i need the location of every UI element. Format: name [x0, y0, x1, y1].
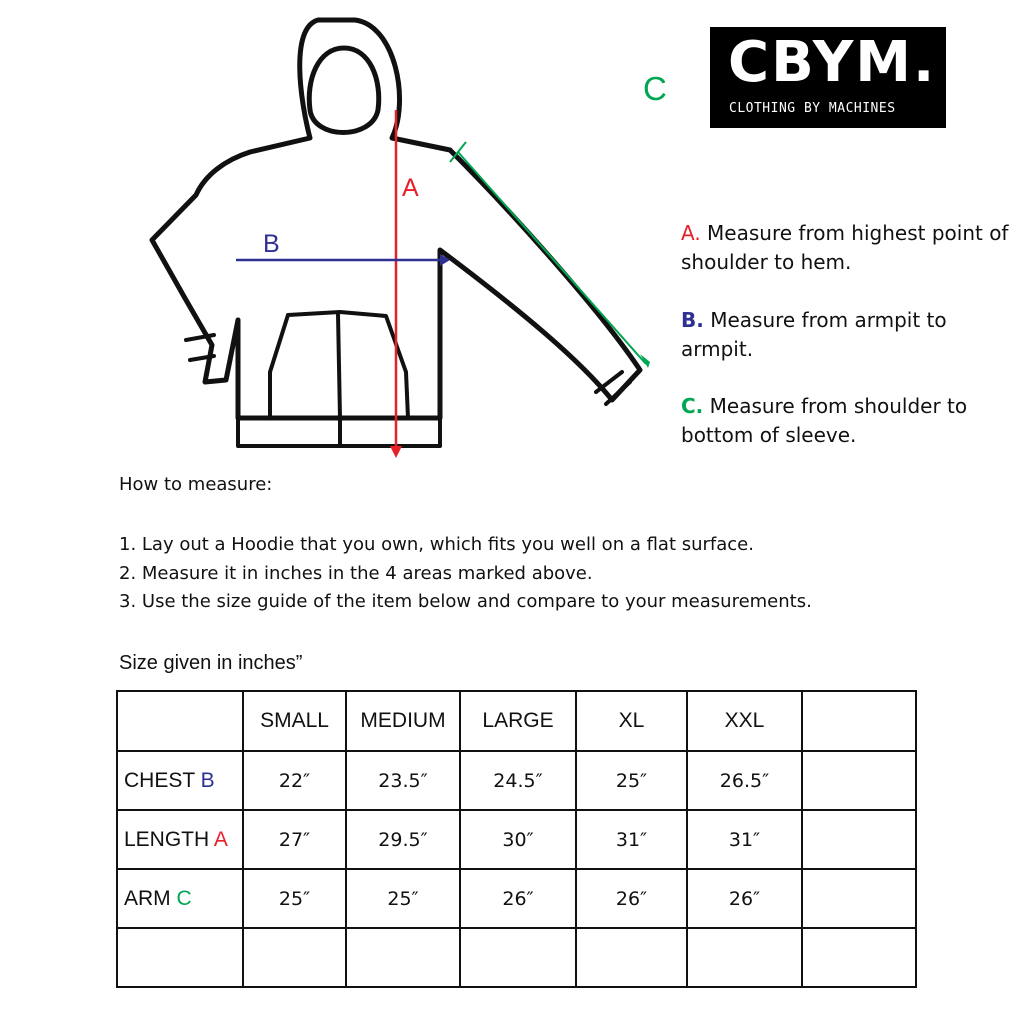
row-label: [117, 928, 243, 987]
how-to-step: 2. Measure it in inches in the 4 areas marked above.: [119, 562, 593, 584]
table-cell: 25″: [576, 751, 687, 810]
table-row: [117, 751, 916, 810]
header-cell: LARGE: [460, 691, 576, 751]
table-cell: 24.5″: [460, 751, 576, 810]
table-cell: [687, 928, 802, 987]
header-cell: XXL: [687, 691, 802, 751]
header-cell: MEDIUM: [346, 691, 460, 751]
row-label-text: CHEST: [124, 768, 195, 792]
measure-a-arrowhead: [390, 446, 402, 458]
instruction-a-text: Measure from highest point of shoulder to hem.: [681, 221, 1009, 274]
instruction-b: [681, 306, 1011, 364]
table-cell: [802, 810, 916, 869]
table-cell: [802, 751, 916, 810]
table-cell: [460, 928, 576, 987]
header-cell: [802, 691, 916, 751]
table-cell: 31″: [687, 810, 802, 869]
how-to-title: How to measure:: [119, 474, 273, 495]
table-caption: Size given in inches”: [119, 652, 303, 674]
table-cell: 29.5″: [346, 810, 460, 869]
how-to-step: 3. Use the size guide of the item below and compare to your measurements.: [119, 591, 812, 612]
instruction-a-label: A.: [681, 221, 701, 245]
logo-tagline: CLOTHING BY MACHINES: [729, 101, 896, 116]
row-label-text: LENGTH: [124, 827, 210, 851]
hood-opening: [309, 48, 379, 133]
logo-mark: CBYM.: [728, 30, 937, 95]
table-row: [117, 810, 916, 869]
instruction-c-text: Measure from shoulder to bottom of sleeve.: [681, 394, 968, 447]
instruction-c: [681, 392, 1011, 450]
row-label: [117, 810, 243, 869]
measure-c-label: C: [643, 70, 667, 107]
table-cell: [802, 869, 916, 928]
table-cell: 26″: [687, 869, 802, 928]
hoodie-diagram: [0, 0, 660, 470]
table-cell: 26″: [460, 869, 576, 928]
how-to-steps: [119, 531, 812, 617]
size-table: [116, 690, 917, 988]
table-cell: 26″: [576, 869, 687, 928]
brand-logo: [710, 27, 946, 128]
table-cell: 31″: [576, 810, 687, 869]
table-cell: 23.5″: [346, 751, 460, 810]
instruction-b-label: B.: [681, 308, 704, 332]
table-cell: [576, 928, 687, 987]
table-row: [117, 928, 916, 987]
measure-b-label: B: [263, 230, 280, 258]
measure-a-label: A: [402, 174, 419, 202]
table-cell: [802, 928, 916, 987]
table-cell: 22″: [243, 751, 346, 810]
header-cell: XL: [576, 691, 687, 751]
table-header-row: [117, 691, 916, 751]
row-label-marker: A: [213, 827, 228, 851]
row-label-marker: C: [176, 886, 192, 910]
instruction-a: [681, 219, 1011, 277]
table-cell: [243, 928, 346, 987]
table-row: [117, 869, 916, 928]
table-cell: 25″: [243, 869, 346, 928]
header-cell: SMALL: [243, 691, 346, 751]
table-cell: 25″: [346, 869, 460, 928]
row-label: [117, 751, 243, 810]
table-cell: 26.5″: [687, 751, 802, 810]
table-cell: 27″: [243, 810, 346, 869]
instruction-b-text: Measure from armpit to armpit.: [681, 308, 947, 361]
how-to-step: 1. Lay out a Hoodie that you own, which fits you well on a flat surface.: [119, 534, 754, 555]
pocket-divider: [338, 314, 340, 418]
table-cell: [346, 928, 460, 987]
row-label-text: ARM: [124, 886, 171, 910]
measure-c-arrowhead: [640, 354, 650, 368]
instruction-c-label: C.: [681, 394, 704, 418]
row-label-marker: B: [200, 768, 215, 792]
header-cell: [117, 691, 243, 751]
table-cell: 30″: [460, 810, 576, 869]
row-label: [117, 869, 243, 928]
